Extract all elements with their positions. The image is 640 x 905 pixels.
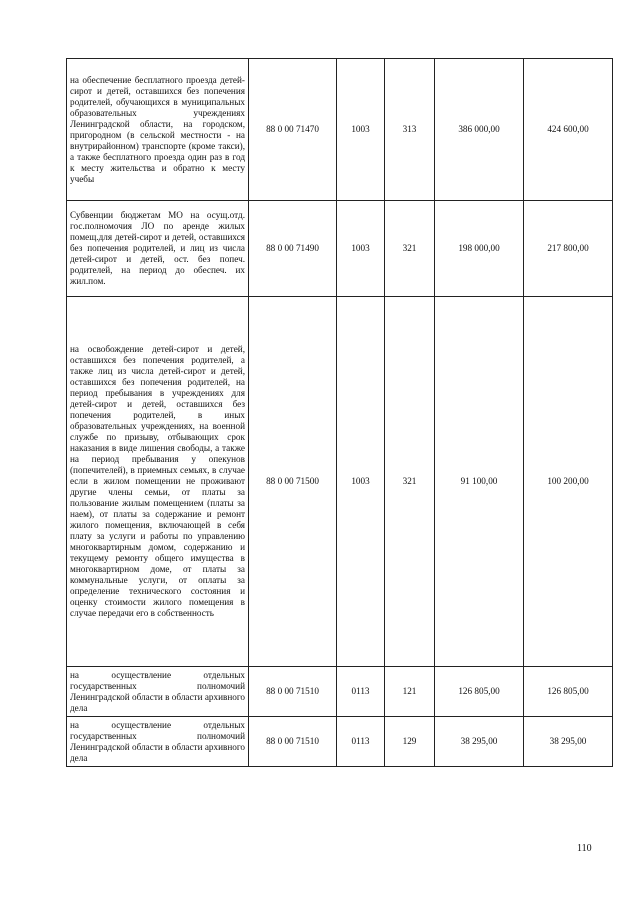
expense-type-code: 321 (385, 201, 435, 297)
amount-year-1: 126 805,00 (435, 667, 524, 717)
amount-year-2: 217 800,00 (524, 201, 613, 297)
target-article-code: 88 0 00 71500 (249, 297, 337, 667)
amount-year-1: 38 295,00 (435, 717, 524, 767)
target-article-code: 88 0 00 71510 (249, 717, 337, 767)
table-row (67, 667, 613, 717)
section-code: 0113 (337, 717, 385, 767)
table-row (67, 201, 613, 297)
amount-year-2: 126 805,00 (524, 667, 613, 717)
row-description: Субвенции бюджетам МО на осущ.отд. гос.полномочия ЛО по аренде жилых помещ.для детей-сирот и детей, оставшихся без попечения родителей, и лиц из числа детей-сирот и детей, ост. без попеч. родителей, на период до обеспеч. их жил.пом. (67, 201, 249, 297)
amount-year-1: 386 000,00 (435, 59, 524, 201)
page-number: 110 (577, 843, 592, 854)
row-description: на освобождение детей-сирот и детей, оставшихся без попечения родителей, а также лиц из числа детей-сирот и детей, оставшихся без попечения родителей, на период пребывания в учреждениях для детей-сирот и детей, оставшихся без попечения родителей, в иных образовательных учреждениях, на военной службе по призыву, отбывающих срок наказания в виде лишения свободы, а также на период пребывания у опекунов (попечителей), в приемных семьях, в случае если в жилом помещении не проживают другие члены семьи, от платы за пользование жилым помещением (платы за наем), от платы за содержание и ремонт жилого помещения, включающей в себя плату за услуги и работы по управлению многоквартирным домом, содержанию и текущему ремонту общего имущества в многоквартирном доме, от платы за коммунальные услуги, от оплаты за определение технического состояния и оценку стоимости жилого помещения в случае передачи его в собственность (67, 297, 249, 667)
amount-year-1: 198 000,00 (435, 201, 524, 297)
section-code: 1003 (337, 297, 385, 667)
amount-year-1: 91 100,00 (435, 297, 524, 667)
section-code: 1003 (337, 201, 385, 297)
section-code: 1003 (337, 59, 385, 201)
amount-year-2: 38 295,00 (524, 717, 613, 767)
row-description: на обеспечение бесплатного проезда детей-сирот и детей, оставшихся без попечения родителей, обучающихся в муниципальных образовательных учреждениях Ленинградской области, на городском, пригородном (в сельской местности - на внутрирайонном) транспорте (кроме такси), а также бесплатного проезда один раз в год к месту жительства и обратно к месту учебы (67, 59, 249, 201)
target-article-code: 88 0 00 71510 (249, 667, 337, 717)
section-code: 0113 (337, 667, 385, 717)
amount-year-2: 424 600,00 (524, 59, 613, 201)
budget-table (66, 58, 613, 767)
target-article-code: 88 0 00 71490 (249, 201, 337, 297)
table-row (67, 717, 613, 767)
expense-type-code: 121 (385, 667, 435, 717)
row-description: на осуществление отдельных государственных полномочий Ленинградской области в области архивного дела (67, 717, 249, 767)
table-row (67, 59, 613, 201)
amount-year-2: 100 200,00 (524, 297, 613, 667)
expense-type-code: 321 (385, 297, 435, 667)
expense-type-code: 129 (385, 717, 435, 767)
target-article-code: 88 0 00 71470 (249, 59, 337, 201)
table-row (67, 297, 613, 667)
expense-type-code: 313 (385, 59, 435, 201)
row-description: на осуществление отдельных государственных полномочий Ленинградской области в области архивного дела (67, 667, 249, 717)
